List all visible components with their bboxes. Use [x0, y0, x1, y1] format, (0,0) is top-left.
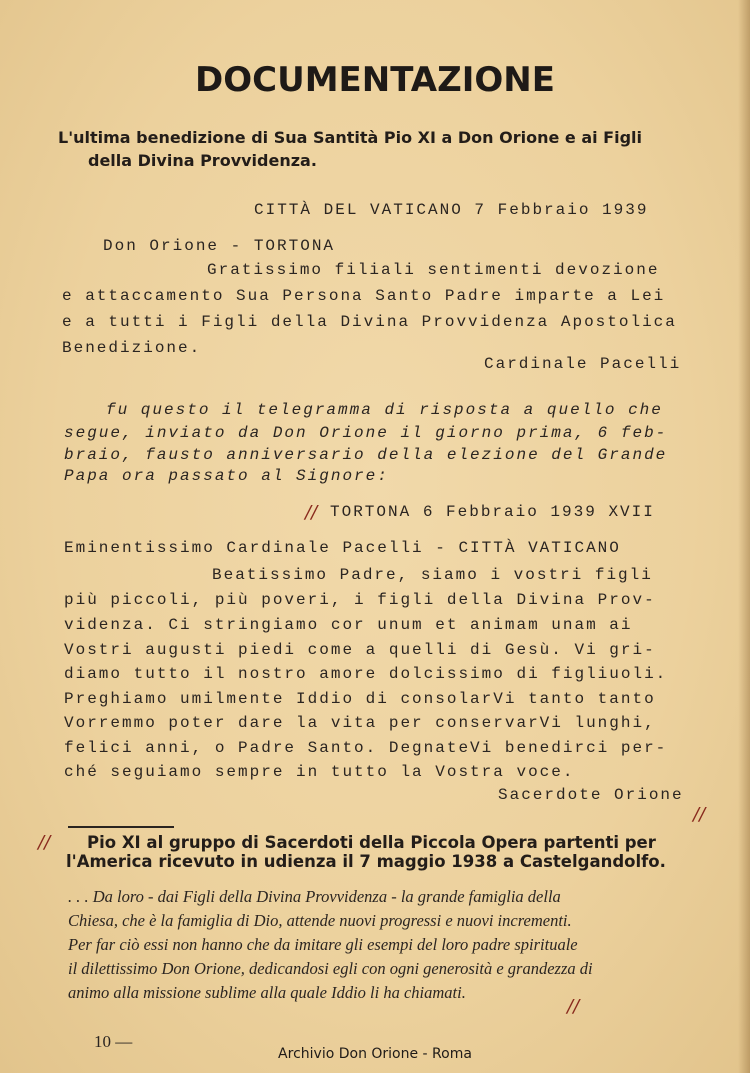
telegram2-line: Preghiamo umilmente Iddio di consolarVi tanto tanto [64, 690, 656, 708]
section1-heading-line2: della Divina Provvidenza. [88, 151, 317, 170]
telegram2-recipient: Eminentissimo Cardinale Pacelli - CITTÀ VATICANO [64, 539, 621, 557]
note-line: segue, inviato da Don Orione il giorno prima, 6 feb- [64, 424, 668, 442]
note-line: fu questo il telegramma di risposta a quello che [106, 401, 663, 419]
telegram2-line: Beatissimo Padre, siamo i vostri figli [212, 566, 653, 584]
telegram2-line: più piccoli, più poveri, i figli della Divina Prov- [64, 591, 656, 609]
telegram1-line: e a tutti i Figli della Divina Provvidenza Apostolica [62, 313, 677, 331]
section-divider [68, 826, 174, 828]
telegram2-line: Vostri augusti piedi come a quelli di Gesù. Vi gri- [64, 641, 656, 659]
section2-heading-line1: Pio XI al gruppo di Sacerdoti della Piccola Opera partenti per [87, 833, 656, 852]
telegram1-line: Benedizione. [62, 339, 202, 357]
telegram2-signature: Sacerdote Orione [498, 786, 684, 804]
telegram1-signature: Cardinale Pacelli [484, 355, 682, 373]
handwritten-mark: // [693, 804, 706, 825]
section1-heading-line1: L'ultima benedizione di Sua Santità Pio XI a Don Orione e ai Figli [58, 128, 642, 147]
page-title: DOCUMENTAZIONE [195, 60, 555, 100]
telegram2-header: TORTONA 6 Febbraio 1939 XVII [330, 503, 655, 521]
archive-footer: Archivio Don Orione - Roma [278, 1046, 472, 1062]
telegram2-line: diamo tutto il nostro amore dolcissimo di figliuoli. [64, 665, 668, 683]
handwritten-mark: // [567, 996, 580, 1017]
telegram1-line: Gratissimo filiali sentimenti devozione [207, 261, 660, 279]
quote-line: . . . Da loro - dai Figli della Divina Provvidenza - la grande famiglia della [68, 887, 561, 906]
quote-line: Per far ciò essi non hanno che da imitare gli esempi del loro padre spirituale [68, 935, 578, 954]
telegram2-line: videnza. Ci stringiamo cor unum et animam unam ai [64, 616, 633, 634]
note-line: braio, fausto anniversario della elezione del Grande [64, 446, 668, 464]
quote-line: il dilettissimo Don Orione, dedicandosi egli con ogni generosità e grandezza di [68, 959, 593, 978]
quote-line: Chiesa, che è la famiglia di Dio, attende nuovi progressi e nuovi incrementi. [68, 911, 572, 930]
page-edge-shadow [738, 0, 750, 1073]
quote-line: animo alla missione sublime alla quale Iddio li ha chiamati. [68, 983, 466, 1002]
telegram2-line: Vorremmo poter dare la vita per conservarVi lunghi, [64, 714, 656, 732]
telegram1-line: e attaccamento Sua Persona Santo Padre imparte a Lei [62, 287, 666, 305]
handwritten-mark: // [305, 502, 318, 523]
telegram1-recipient: Don Orione - TORTONA [103, 237, 336, 255]
page-number: 10 — [94, 1032, 133, 1051]
telegram2-line: ché seguiamo sempre in tutto la Vostra voce. [64, 763, 575, 781]
section2-heading-line2: l'America ricevuto in udienza il 7 maggio 1938 a Castelgandolfo. [66, 852, 666, 871]
telegram2-line: felici anni, o Padre Santo. DegnateVi benedirci per- [64, 739, 668, 757]
note-line: Papa ora passato al Signore: [64, 467, 389, 485]
telegram1-header: CITTÀ DEL VATICANO 7 Febbraio 1939 [254, 201, 649, 219]
handwritten-mark: // [38, 832, 51, 853]
